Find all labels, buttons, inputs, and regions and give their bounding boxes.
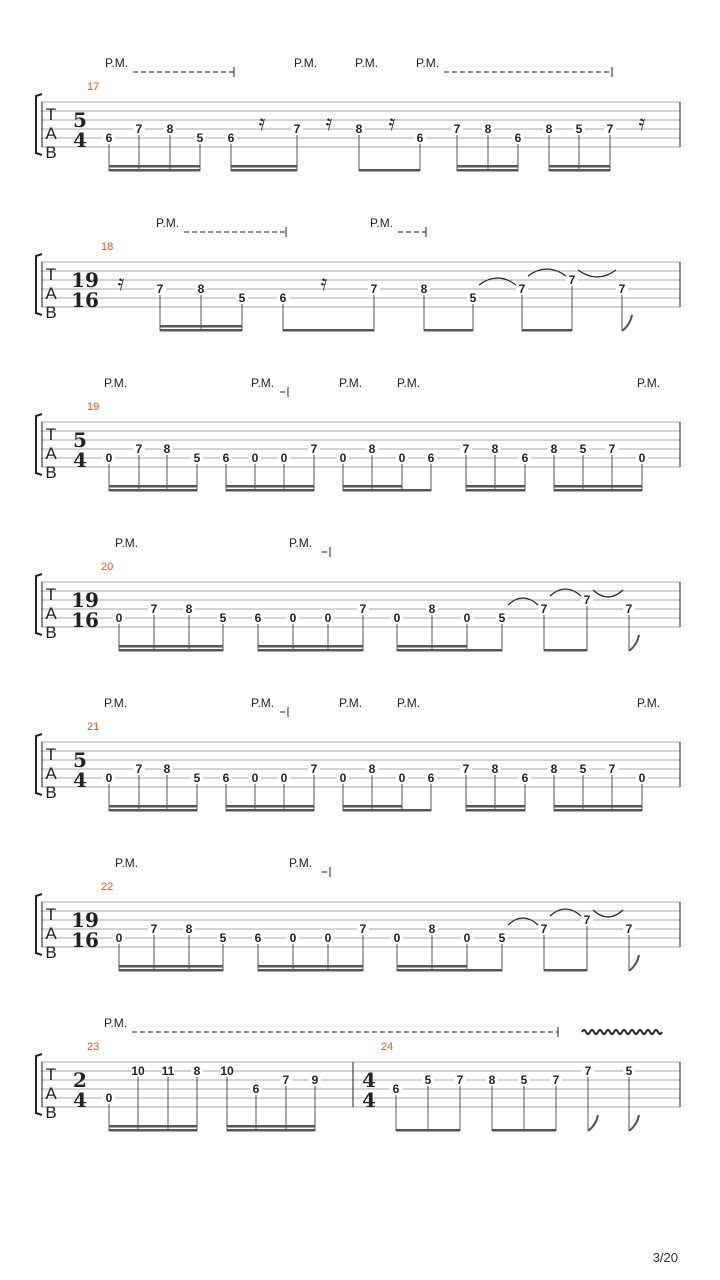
tab-clef-letter: B — [45, 623, 57, 642]
fret-number: 7 — [456, 1073, 464, 1087]
fret-number: 8 — [428, 922, 436, 936]
fret-number: 8 — [368, 762, 376, 776]
note-beam — [258, 965, 363, 968]
fret-number: 0 — [398, 771, 406, 785]
fret-number: 6 — [254, 611, 262, 625]
fret-number: 8 — [185, 922, 193, 936]
tab-clef-letter: T — [45, 585, 57, 604]
fret-number: 5 — [193, 771, 201, 785]
palm-mute-label: P.M. — [397, 376, 421, 390]
fret-number: 0 — [393, 611, 401, 625]
palm-mute-label: P.M. — [339, 696, 363, 710]
time-signature-bottom: 4 — [73, 1088, 87, 1112]
note-beam — [397, 969, 467, 972]
palm-mute-label: P.M. — [289, 536, 313, 550]
note-beam — [457, 169, 518, 172]
system-bracket — [36, 94, 42, 155]
measure-number: 23 — [87, 1041, 100, 1053]
fret-number: 0 — [324, 611, 332, 625]
note-beam — [160, 329, 242, 332]
note-beam — [554, 485, 642, 488]
palm-mute-label: P.M. — [251, 696, 275, 710]
time-signature-bottom: 4 — [73, 768, 87, 792]
note-beam — [343, 489, 402, 492]
note-beam — [258, 969, 363, 972]
tab-clef-letter: A — [45, 764, 57, 783]
fret-number: 6 — [427, 451, 435, 465]
note-beam — [397, 645, 467, 648]
fret-number: 6 — [105, 131, 113, 145]
fret-number: 0 — [105, 451, 113, 465]
fret-number: 9 — [311, 1073, 319, 1087]
fret-number: 6 — [514, 131, 522, 145]
time-signature-bottom: 16 — [71, 928, 99, 952]
tab-clef-letter: T — [45, 105, 57, 124]
rest-symbol: 𝄿 — [325, 111, 333, 136]
fret-number: 5 — [520, 1073, 528, 1087]
palm-mute-label: P.M. — [104, 1016, 128, 1030]
fret-number: 7 — [583, 913, 591, 927]
tie — [550, 589, 581, 596]
fret-number: 6 — [521, 771, 529, 785]
fret-number: 5 — [196, 131, 204, 145]
palm-mute-label: P.M. — [416, 56, 440, 70]
tab-clef-letter: T — [45, 745, 57, 764]
measure-number: 21 — [87, 721, 100, 733]
rest-symbol: 𝄿 — [388, 111, 396, 136]
tab-clef-letter: B — [45, 303, 57, 322]
note-beam — [226, 485, 314, 488]
fret-number: 8 — [197, 282, 205, 296]
fret-number: 7 — [606, 122, 614, 136]
fret-number: 8 — [545, 122, 553, 136]
system-bracket — [36, 414, 42, 475]
time-signature-bottom: 16 — [71, 288, 99, 312]
fret-number: 7 — [568, 273, 576, 287]
fret-number: 0 — [638, 771, 646, 785]
note-beam — [402, 809, 431, 812]
note-beam — [397, 965, 467, 968]
palm-mute-label: P.M. — [115, 536, 139, 550]
tab-clef-letter: A — [45, 604, 57, 623]
note-beam — [522, 329, 572, 332]
note-flag — [629, 635, 639, 651]
fret-number: 5 — [625, 1064, 633, 1078]
time-signature-bottom: 4 — [362, 1088, 376, 1112]
tab-system — [36, 56, 680, 172]
fret-number: 8 — [420, 282, 428, 296]
fret-number: 7 — [293, 122, 301, 136]
fret-number: 7 — [135, 442, 143, 456]
fret-number: 0 — [105, 771, 113, 785]
note-beam — [109, 805, 197, 808]
tab-clef-letter: A — [45, 124, 57, 143]
fret-number: 0 — [289, 931, 297, 945]
fret-number: 0 — [339, 771, 347, 785]
fret-number: 6 — [222, 771, 230, 785]
note-beam — [544, 649, 587, 652]
tab-clef-letter: T — [45, 265, 57, 284]
palm-mute-label: P.M. — [104, 376, 128, 390]
note-beam — [226, 489, 314, 492]
fret-number: 6 — [427, 771, 435, 785]
fret-number: 5 — [238, 291, 246, 305]
note-beam — [258, 649, 363, 652]
fret-number: 7 — [608, 442, 616, 456]
fret-number: 0 — [638, 451, 646, 465]
fret-number: 0 — [463, 931, 471, 945]
fret-number: 6 — [222, 451, 230, 465]
fret-number: 6 — [392, 1082, 400, 1096]
tab-system — [36, 536, 680, 652]
fret-number: 7 — [135, 122, 143, 136]
note-beam — [231, 169, 297, 172]
tab-system — [36, 1016, 680, 1132]
note-beam — [109, 809, 197, 812]
note-beam — [119, 965, 223, 968]
fret-number: 8 — [488, 1073, 496, 1087]
tab-clef-letter: T — [45, 1065, 57, 1084]
palm-mute-label: P.M. — [637, 376, 661, 390]
palm-mute-label: P.M. — [115, 856, 139, 870]
note-beam — [119, 969, 223, 972]
time-signature-top: 19 — [71, 268, 99, 292]
fret-number: 7 — [608, 762, 616, 776]
note-beam — [119, 645, 223, 648]
fret-number: 0 — [289, 611, 297, 625]
fret-number: 8 — [491, 442, 499, 456]
fret-number: 5 — [469, 291, 477, 305]
system-bracket — [36, 574, 42, 635]
fret-number: 8 — [550, 762, 558, 776]
note-beam — [231, 165, 297, 168]
palm-mute-label: P.M. — [370, 216, 394, 230]
fret-number: 7 — [625, 602, 633, 616]
fret-number: 7 — [518, 282, 526, 296]
fret-number: 7 — [540, 602, 548, 616]
rest-symbol: 𝄿 — [320, 271, 328, 296]
note-flag — [622, 315, 632, 331]
palm-mute-label: P.M. — [294, 56, 318, 70]
fret-number: 10 — [220, 1064, 234, 1078]
note-beam — [466, 485, 525, 488]
fret-number: 0 — [280, 771, 288, 785]
tie — [508, 598, 538, 605]
tab-system — [36, 376, 680, 492]
note-beam — [359, 169, 420, 172]
tab-clef-letter: A — [45, 1084, 57, 1103]
fret-number: 5 — [579, 762, 587, 776]
tab-system — [36, 856, 680, 972]
note-beam — [554, 489, 642, 492]
fret-number: 5 — [193, 451, 201, 465]
measure-number: 24 — [381, 1041, 394, 1053]
tab-system — [36, 216, 680, 332]
note-beam — [343, 485, 402, 488]
note-beam — [226, 809, 314, 812]
tab-system — [36, 696, 680, 812]
fret-number: 11 — [161, 1064, 175, 1078]
fret-number: 0 — [280, 451, 288, 465]
time-signature-top: 19 — [71, 588, 99, 612]
fret-number: 5 — [575, 122, 583, 136]
palm-mute-label: P.M. — [637, 696, 661, 710]
fret-number: 5 — [219, 931, 227, 945]
fret-number: 7 — [625, 922, 633, 936]
time-signature-top: 2 — [73, 1068, 87, 1092]
fret-number: 6 — [227, 131, 235, 145]
note-beam — [467, 649, 502, 652]
note-beam — [466, 805, 525, 808]
fret-number: 7 — [135, 762, 143, 776]
note-beam — [466, 489, 525, 492]
fret-number: 5 — [498, 611, 506, 625]
fret-number: 6 — [416, 131, 424, 145]
measure-number: 18 — [101, 241, 114, 253]
fret-number: 7 — [453, 122, 461, 136]
fret-number: 7 — [552, 1073, 560, 1087]
fret-number: 0 — [251, 451, 259, 465]
note-beam — [549, 169, 610, 172]
fret-number: 7 — [310, 762, 318, 776]
fret-number: 7 — [462, 762, 470, 776]
time-signature-top: 5 — [73, 428, 87, 452]
palm-mute-label: P.M. — [397, 696, 421, 710]
measure-number: 20 — [101, 561, 114, 573]
tab-clef-letter: B — [45, 143, 57, 162]
fret-number: 0 — [463, 611, 471, 625]
fret-number: 8 — [163, 762, 171, 776]
note-beam — [109, 489, 197, 492]
fret-number: 8 — [368, 442, 376, 456]
note-beam — [396, 1129, 460, 1132]
fret-number: 0 — [398, 451, 406, 465]
note-beam — [554, 809, 642, 812]
system-bracket — [36, 734, 42, 795]
fret-number: 0 — [115, 611, 123, 625]
tab-clef-letter: B — [45, 1103, 57, 1122]
tab-clef-letter: A — [45, 284, 57, 303]
time-signature-top: 5 — [73, 108, 87, 132]
note-beam — [227, 1125, 315, 1128]
note-flag — [629, 955, 639, 971]
fret-number: 6 — [252, 1082, 260, 1096]
palm-mute-label: P.M. — [339, 376, 363, 390]
tab-clef-letter: A — [45, 444, 57, 463]
fret-number: 7 — [150, 922, 158, 936]
note-beam — [397, 649, 467, 652]
palm-mute-label: P.M. — [104, 696, 128, 710]
note-beam — [109, 485, 197, 488]
palm-mute-label: P.M. — [251, 376, 275, 390]
rest-symbol: 𝄿 — [638, 111, 646, 136]
fret-number: 7 — [310, 442, 318, 456]
note-beam — [226, 805, 314, 808]
fret-number: 8 — [550, 442, 558, 456]
tab-clef-letter: B — [45, 943, 57, 962]
note-flag — [588, 1115, 598, 1131]
fret-number: 7 — [370, 282, 378, 296]
fret-number: 8 — [193, 1064, 201, 1078]
note-beam — [402, 489, 431, 492]
fret-number: 7 — [618, 282, 626, 296]
palm-mute-label: P.M. — [156, 216, 180, 230]
time-signature-bottom: 4 — [73, 128, 87, 152]
fret-number: 7 — [359, 602, 367, 616]
time-signature-top: 4 — [362, 1068, 376, 1092]
fret-number: 0 — [393, 931, 401, 945]
fret-number: 0 — [339, 451, 347, 465]
page-number: 3/20 — [652, 1250, 678, 1265]
fret-number: 10 — [131, 1064, 145, 1078]
tab-clef-letter: T — [45, 905, 57, 924]
system-bracket — [36, 1054, 42, 1115]
palm-mute-label: P.M. — [355, 56, 379, 70]
note-beam — [544, 969, 587, 972]
fret-number: 6 — [521, 451, 529, 465]
note-beam — [467, 969, 502, 972]
fret-number: 0 — [115, 931, 123, 945]
note-flag — [629, 1115, 639, 1131]
system-bracket — [36, 894, 42, 955]
time-signature-top: 5 — [73, 748, 87, 772]
palm-mute-label: P.M. — [289, 856, 313, 870]
tie — [550, 909, 581, 916]
time-signature-bottom: 16 — [71, 608, 99, 632]
note-beam — [492, 1129, 556, 1132]
fret-number: 7 — [156, 282, 164, 296]
fret-number: 8 — [166, 122, 174, 136]
tab-clef-letter: B — [45, 463, 57, 482]
fret-number: 0 — [105, 1091, 113, 1105]
tab-clef-letter: A — [45, 924, 57, 943]
note-beam — [119, 649, 223, 652]
note-beam — [424, 329, 473, 332]
note-beam — [283, 329, 374, 332]
fret-number: 5 — [424, 1073, 432, 1087]
measure-number: 19 — [87, 401, 100, 413]
fret-number: 5 — [498, 931, 506, 945]
fret-number: 8 — [484, 122, 492, 136]
rest-symbol: 𝄿 — [258, 111, 266, 136]
system-bracket — [36, 254, 42, 315]
note-beam — [109, 1129, 197, 1132]
vibrato-mark — [582, 1030, 662, 1034]
time-signature-top: 19 — [71, 908, 99, 932]
tie — [479, 278, 516, 285]
note-beam — [343, 809, 402, 812]
fret-number: 7 — [584, 1064, 592, 1078]
fret-number: 7 — [583, 593, 591, 607]
note-beam — [554, 805, 642, 808]
note-beam — [258, 645, 363, 648]
note-beam — [343, 805, 402, 808]
note-beam — [109, 1125, 197, 1128]
note-beam — [109, 165, 200, 168]
tie — [508, 918, 538, 925]
fret-number: 5 — [219, 611, 227, 625]
note-beam — [549, 165, 610, 168]
fret-number: 5 — [579, 442, 587, 456]
fret-number: 8 — [491, 762, 499, 776]
note-beam — [227, 1129, 315, 1132]
fret-number: 8 — [355, 122, 363, 136]
measure-number: 22 — [101, 881, 114, 893]
note-beam — [466, 809, 525, 812]
fret-number: 0 — [324, 931, 332, 945]
time-signature-bottom: 4 — [73, 448, 87, 472]
fret-number: 0 — [251, 771, 259, 785]
fret-number: 7 — [150, 602, 158, 616]
tab-clef-letter: B — [45, 783, 57, 802]
palm-mute-label: P.M. — [105, 56, 129, 70]
fret-number: 7 — [359, 922, 367, 936]
fret-number: 8 — [185, 602, 193, 616]
tab-clef-letter: T — [45, 425, 57, 444]
fret-number: 7 — [282, 1073, 290, 1087]
fret-number: 7 — [462, 442, 470, 456]
fret-number: 8 — [428, 602, 436, 616]
note-beam — [457, 165, 518, 168]
note-beam — [160, 325, 242, 328]
rest-symbol: 𝄿 — [117, 271, 125, 296]
fret-number: 6 — [279, 291, 287, 305]
fret-number: 8 — [163, 442, 171, 456]
measure-number: 17 — [87, 81, 100, 93]
note-beam — [109, 169, 200, 172]
tie — [528, 269, 566, 276]
fret-number: 6 — [254, 931, 262, 945]
fret-number: 7 — [540, 922, 548, 936]
